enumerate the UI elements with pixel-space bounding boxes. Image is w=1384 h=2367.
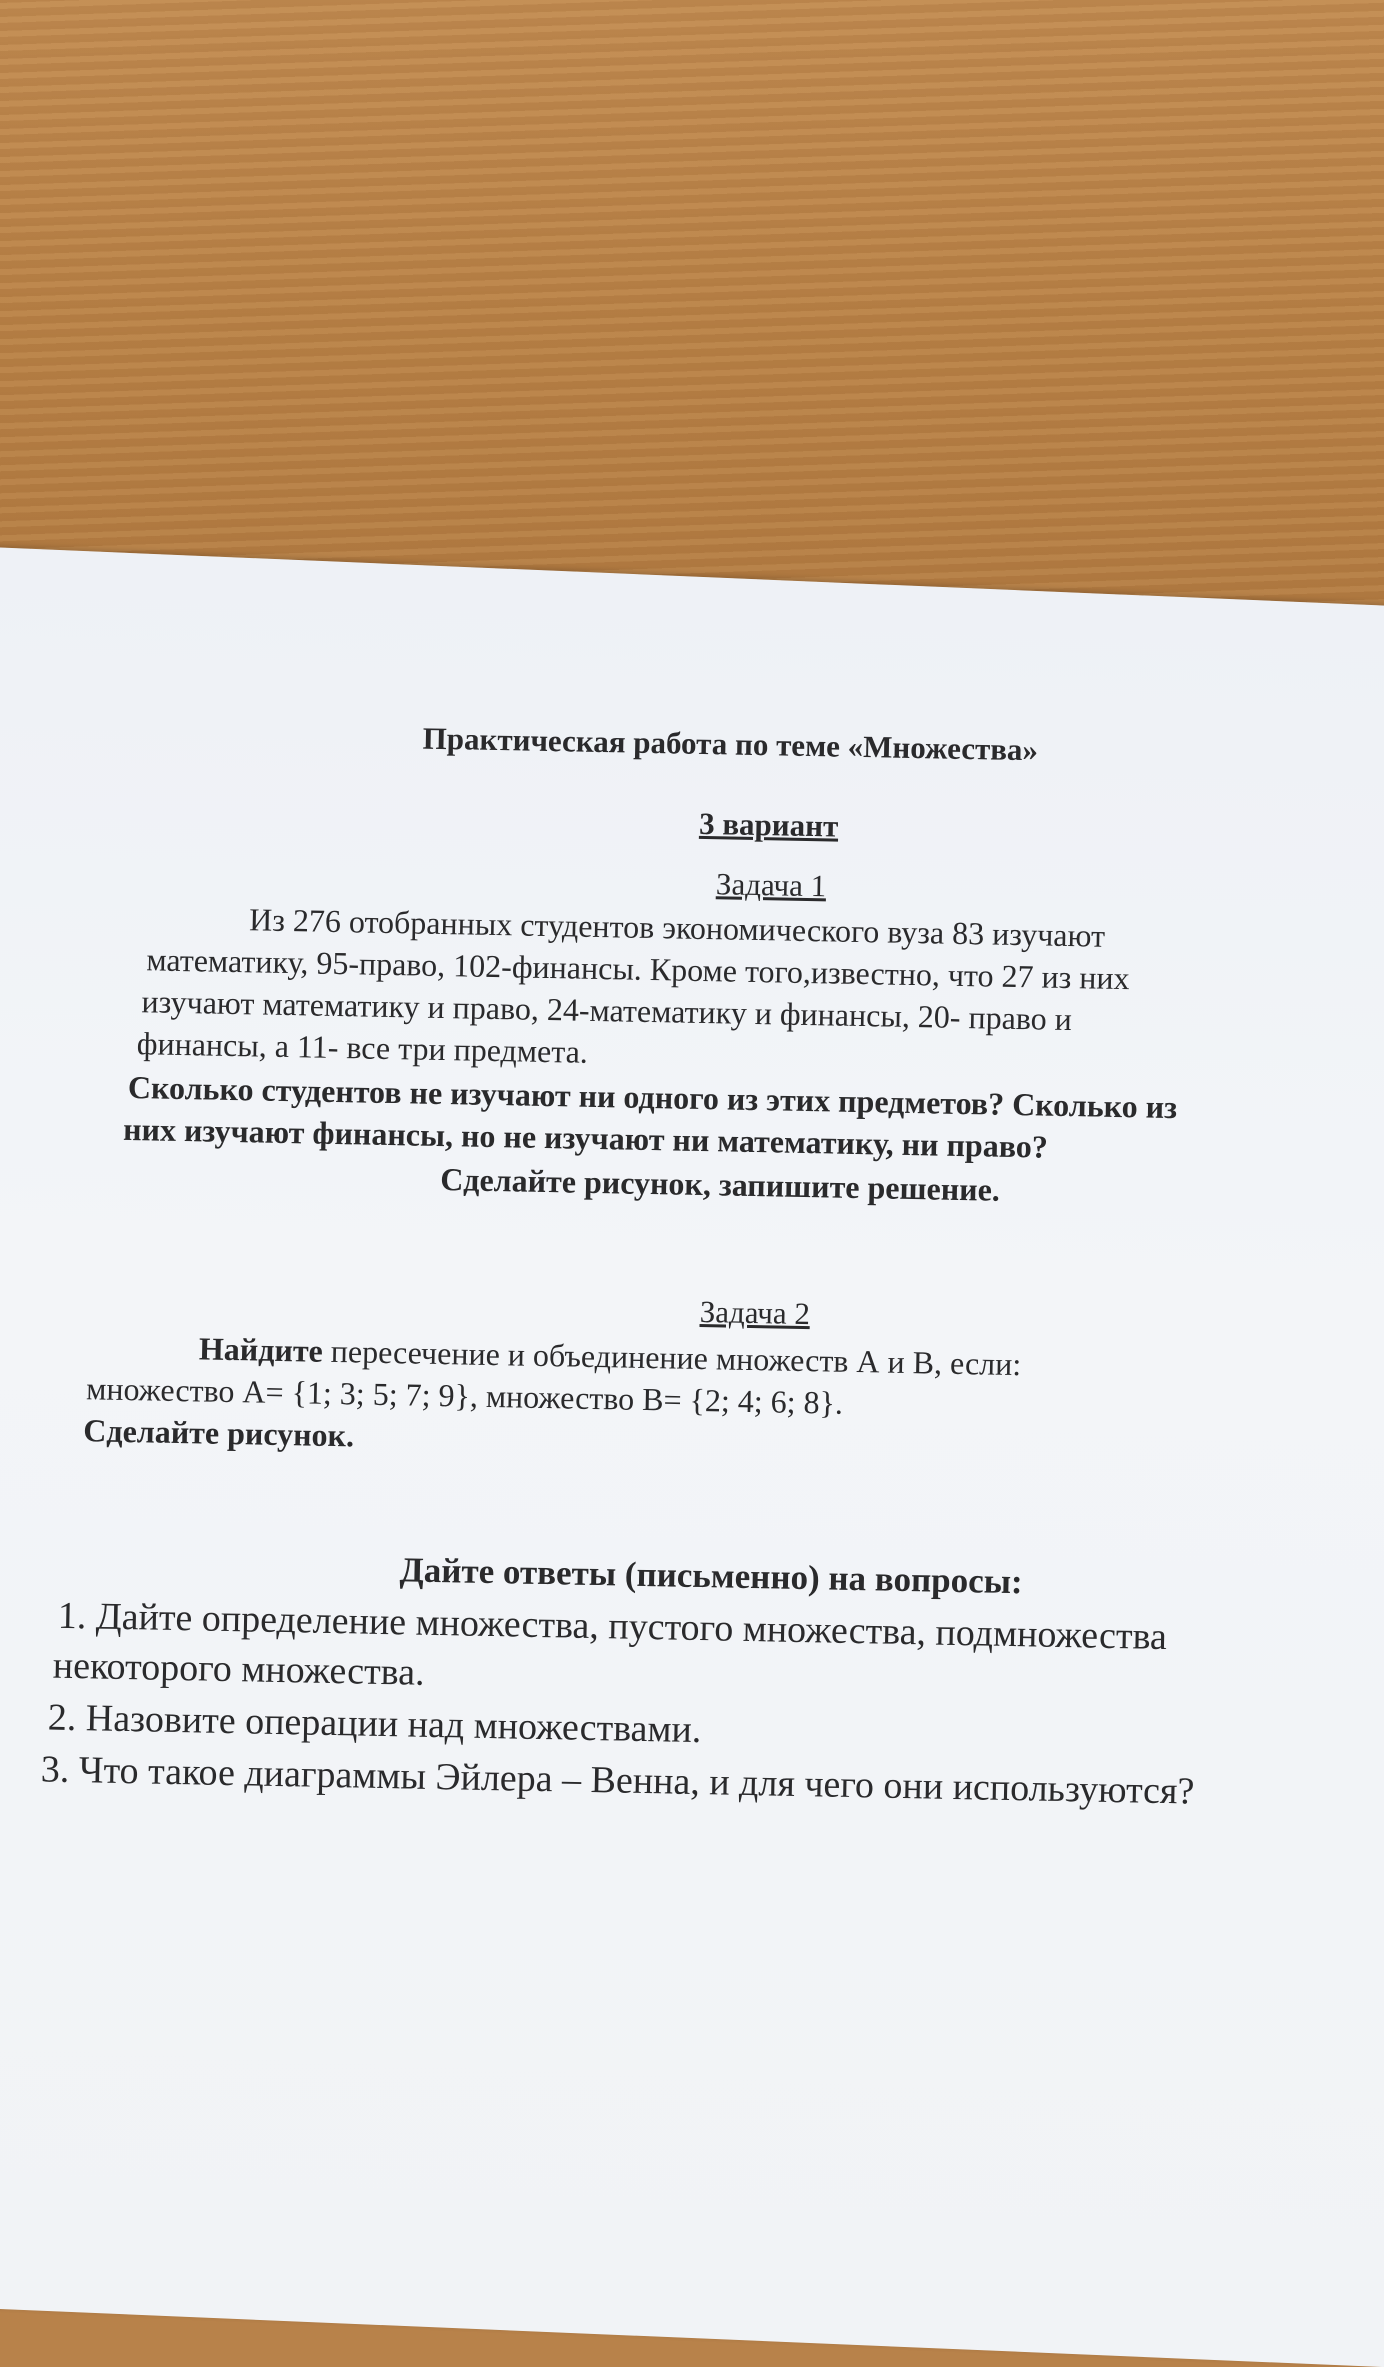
questions-heading: Дайте ответы (письменно) на вопросы: bbox=[399, 1550, 1024, 1602]
question-item: 1. Дайте определение множества, пустого множества, подмножества bbox=[57, 1594, 1168, 1659]
task2-find-word: Найдите bbox=[198, 1330, 324, 1369]
task2-heading: Задача 2 bbox=[699, 1294, 811, 1332]
task1-text-line: Из 276 отобранных студентов экономического вуза 83 изучают bbox=[248, 901, 1106, 954]
task1-text-line: математику, 95-право, 102-финансы. Кроме того,известно, что 27 из них bbox=[146, 941, 1130, 997]
task1-text-line: изучают математику и право, 24-математику и финансы, 20- право и bbox=[141, 983, 1073, 1038]
question-item: 2. Назовите операции над множествами. bbox=[47, 1696, 702, 1752]
task1-text-line: финансы, а 11- все три предмета. bbox=[136, 1025, 589, 1070]
task2-sets-line: множество А= {1; 3; 5; 7; 9}, множество В= {2; 4; 6; 8}. bbox=[85, 1370, 844, 1421]
task1-question-line: Сколько студентов не изучают ни одного из этих предметов? Сколько из bbox=[127, 1068, 1178, 1126]
variant-label: 3 вариант bbox=[698, 805, 839, 844]
question-item: 3. Что такое диаграммы Эйлера – Венна, и для чего они используются? bbox=[40, 1748, 1195, 1813]
task1-heading: Задача 1 bbox=[715, 866, 827, 904]
worksheet-title: Практическая работа по теме «Множества» bbox=[422, 720, 1039, 768]
task2-text-rest: пересечение и объединение множеств А и В, если: bbox=[322, 1332, 1022, 1383]
task1-question-line: них изучают финансы, но не изучают ни математику, ни право? bbox=[122, 1110, 1049, 1165]
task2-instruction: Сделайте рисунок. bbox=[83, 1412, 355, 1454]
question-item-continued: некоторого множества. bbox=[52, 1644, 425, 1694]
task1-instruction: Сделайте рисунок, запишите решение. bbox=[439, 1160, 1001, 1208]
